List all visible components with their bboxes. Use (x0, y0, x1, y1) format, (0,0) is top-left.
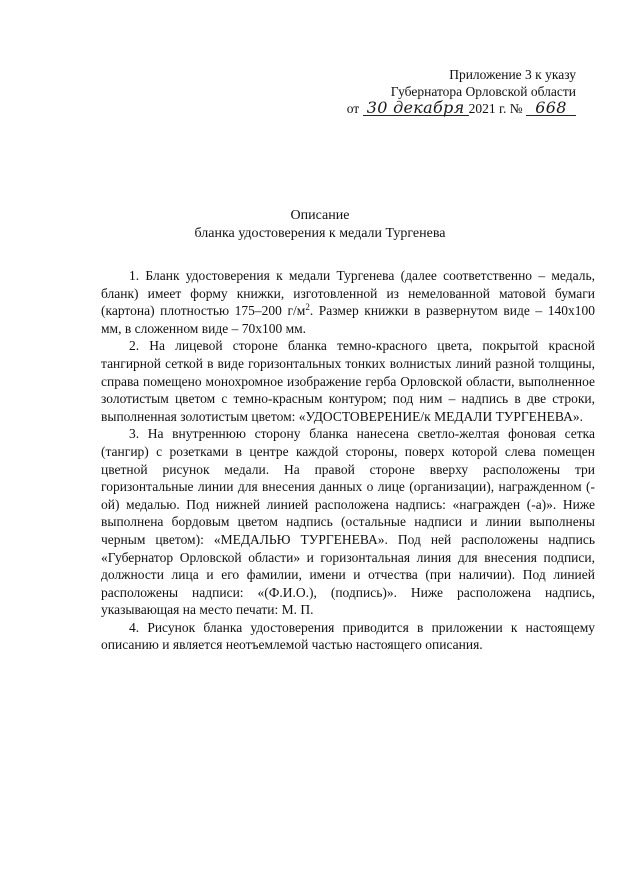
annex-date-line (347, 100, 576, 117)
document-body (101, 267, 595, 654)
paragraph-1 (101, 267, 595, 337)
document-title (0, 207, 640, 243)
paragraph-1-text-a: 1. Бланк удостоверения к медали Тургенева (далее соответственно – медаль, бланк) имеет форму книжки, изготовленной из немелованной матовой бумаги (картона) плотностью 175–200 г/м (101, 268, 595, 319)
year-number-label: 2021 г. № (468, 101, 523, 116)
paragraph-3: 3. На внутреннюю сторону бланка нанесена светло-желтая фоновая сетка (тангир) с розетками в центре каждой стороны, поверх которой слева помещен цветной рисунок медали. На правой стороне вверху расположены три горизонтальные линии для внесения данных о лице (организации), награжденном (-ой) медалью. Под нижней линией расположена надпись: «награжден (-а)». Ниже выполнена бордовым цветом надпись (остальные надписи и линии выполнены черным цветом): «МЕДАЛЬЮ ТУРГЕНЕВА». Под ней расположены надпись «Губернатор Орловской области» и горизонтальная линия для внесения подписи, должности лица и его фамилии, имени и отчества (при наличии). Под линией расположены надписи: «(Ф.И.О.), (подпись)». Ниже расположена надпись, указывающая на место печати: М. П. (101, 426, 595, 618)
paragraph-1-text-b: . Размер книжки в развернутом виде – 140х100 мм, в сложенном виде – 70х100 мм. (101, 303, 595, 336)
title-line-2: бланка удостоверения к медали Тургенева (194, 226, 446, 241)
date-prefix: от (346, 101, 360, 116)
paragraph-4: 4. Рисунок бланка удостоверения приводится в приложении к настоящему описанию и является неотъемлемой частью настоящего описания. (101, 619, 595, 653)
paragraph-2: 2. На лицевой стороне бланка темно-красного цвета, покрытой красной тангирной сеткой в виде горизонтальных тонких волнистых линий разной толщины, справа помещено монохромное изображение герба Орловской области, выполненное золотистым цветом с темно-красным контуром; под ним – надпись в две строки, выполненная золотистым цветом: «УДОСТОВЕРЕНИЕ/к МЕДАЛИ ТУРГЕНЕВА». (101, 338, 595, 424)
annex-line-1: Приложение 3 к указу (449, 67, 576, 82)
annex-header (347, 66, 576, 117)
paragraph-1-superscript: 2 (305, 302, 310, 313)
handwritten-number: 668 (526, 100, 576, 116)
title-line-1: Описание (290, 208, 350, 223)
annex-line-2: Губернатора Орловской области (390, 84, 576, 99)
handwritten-date: 30 декабря (363, 100, 469, 116)
